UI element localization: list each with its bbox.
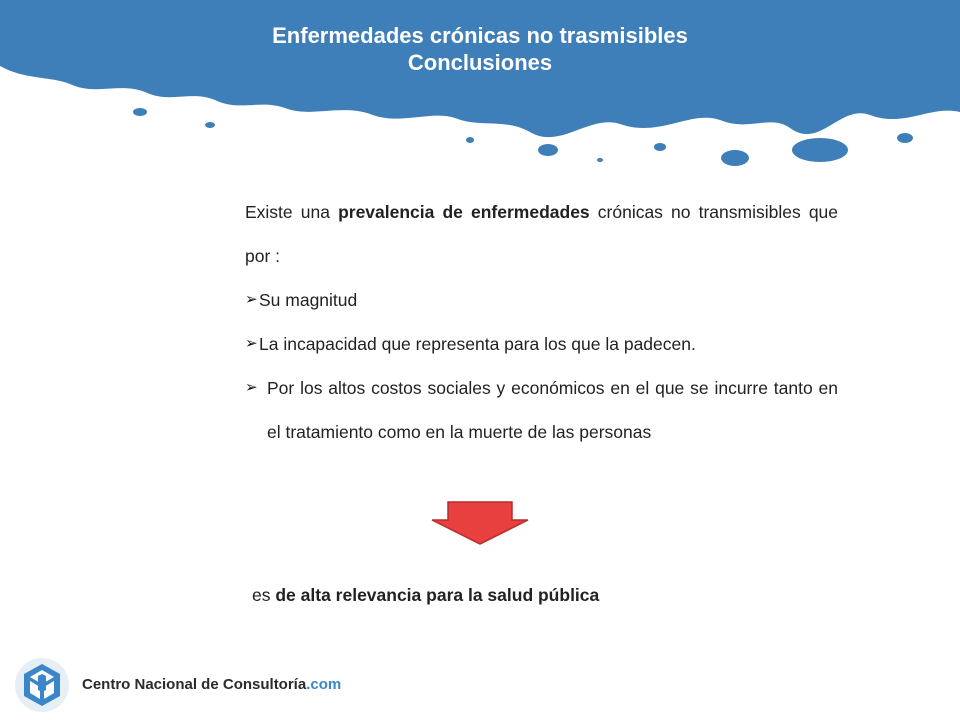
intro-text-start: Existe una bbox=[245, 202, 339, 222]
slide-title bbox=[0, 22, 960, 76]
cnc-logo-icon bbox=[12, 656, 76, 714]
arrowhead-bullet-icon: ➢ bbox=[245, 335, 258, 352]
bullet-item bbox=[245, 322, 838, 366]
slide-body bbox=[245, 190, 838, 454]
org-name: Centro Nacional de Consultoría bbox=[82, 676, 307, 693]
bullet-item bbox=[245, 278, 838, 322]
conclusion-bold: de alta relevancia para la salud pública bbox=[275, 585, 600, 605]
arrowhead-bullet-icon: ➢ bbox=[245, 379, 258, 396]
bullet-text: Su magnitud bbox=[259, 290, 358, 310]
footer-org-name bbox=[82, 676, 341, 693]
slide-title-line2: Conclusiones bbox=[407, 50, 553, 75]
bullet-item bbox=[245, 366, 838, 454]
conclusion-text bbox=[252, 585, 599, 606]
intro-bold-text: prevalencia de enfermedades bbox=[338, 202, 590, 222]
bullet-text: Por los altos costos sociales y económicos en el que se incurre tanto en el tratamiento como en la muerte de las personas bbox=[267, 378, 838, 442]
slide-title-line1: Enfermedades crónicas no trasmisibles bbox=[272, 23, 688, 48]
arrowhead-bullet-icon: ➢ bbox=[245, 291, 258, 308]
org-domain: .com bbox=[306, 676, 342, 693]
conclusion-prefix: es bbox=[252, 585, 276, 605]
down-arrow-icon bbox=[430, 500, 530, 546]
intro-paragraph bbox=[245, 190, 838, 278]
bullet-text: La incapacidad que representa para los que la padecen. bbox=[259, 334, 696, 354]
intro-text-end: crónicas no transmisibles que por : bbox=[245, 202, 839, 266]
